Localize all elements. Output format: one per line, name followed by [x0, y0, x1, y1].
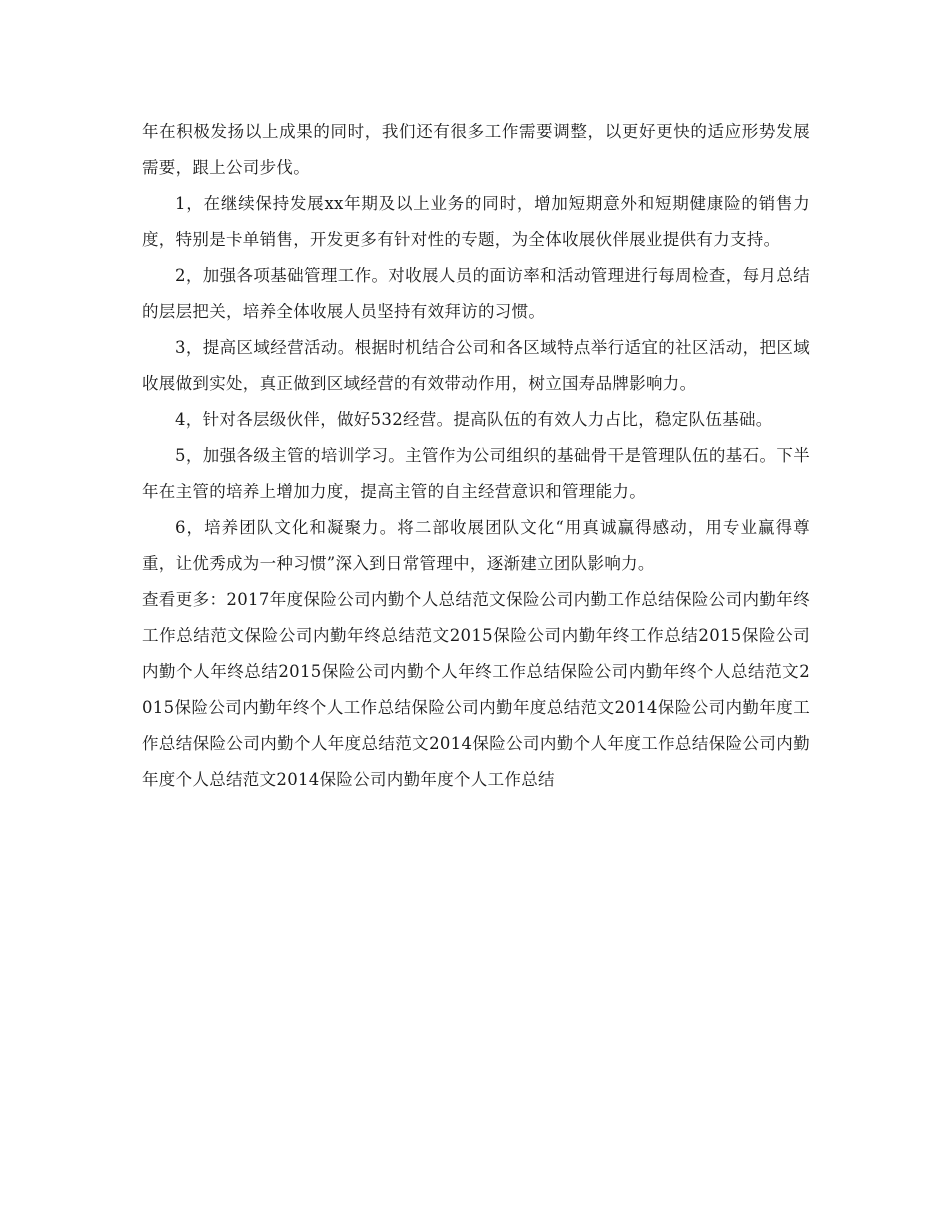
list-item-5: 5，加强各级主管的培训学习。主管作为公司组织的基础骨干是管理队伍的基石。下半年在主管的培养上增加力度，提高主管的自主经营意识和管理能力。 — [142, 446, 810, 501]
list-item-1: 1，在继续保持发展xx年期及以上业务的同时，增加短期意外和短期健康险的销售力度，特别是卡单销售，开发更多有针对性的专题，为全体收展伙伴展业提供有力支持。 — [142, 194, 810, 249]
see-more-links[interactable]: 查看更多：2017年度保险公司内勤个人总结范文保险公司内勤工作总结保险公司内勤年终工作总结范文保险公司内勤年终总结范文2015保险公司内勤年终工作总结2015保险公司内勤个人年终总结2015保险公司内勤个人年终工作总结保险公司内勤年终个人总结范文2015保险公司内勤年终个人工作总结保险公司内勤年度总结范文2014保险公司内勤年度工作总结保险公司内勤个人年度总结范文2014保险公司内勤个人年度工作总结保险公司内勤年度个人总结范文2014保险公司内勤年度个人工作总结 — [142, 590, 810, 789]
document-body — [142, 114, 810, 798]
list-item-6: 6，培养团队文化和凝聚力。将二部收展团队文化“用真诚赢得感动，用专业赢得尊重，让优秀成为一种习惯”深入到日常管理中，逐渐建立团队影响力。 — [142, 518, 810, 573]
list-item-2: 2，加强各项基础管理工作。对收展人员的面访率和活动管理进行每周检查，每月总结的层层把关，培养全体收展人员坚持有效拜访的习惯。 — [142, 266, 810, 321]
intro-paragraph: 年在积极发扬以上成果的同时，我们还有很多工作需要调整，以更好更快的适应形势发展需要，跟上公司步伐。 — [142, 122, 810, 177]
list-item-3: 3，提高区域经营活动。根据时机结合公司和各区域特点举行适宜的社区活动，把区域收展做到实处，真正做到区域经营的有效带动作用，树立国寿品牌影响力。 — [142, 338, 810, 393]
list-item-4: 4，针对各层级伙伴，做好532经营。提高队伍的有效人力占比，稳定队伍基础。 — [175, 410, 773, 429]
